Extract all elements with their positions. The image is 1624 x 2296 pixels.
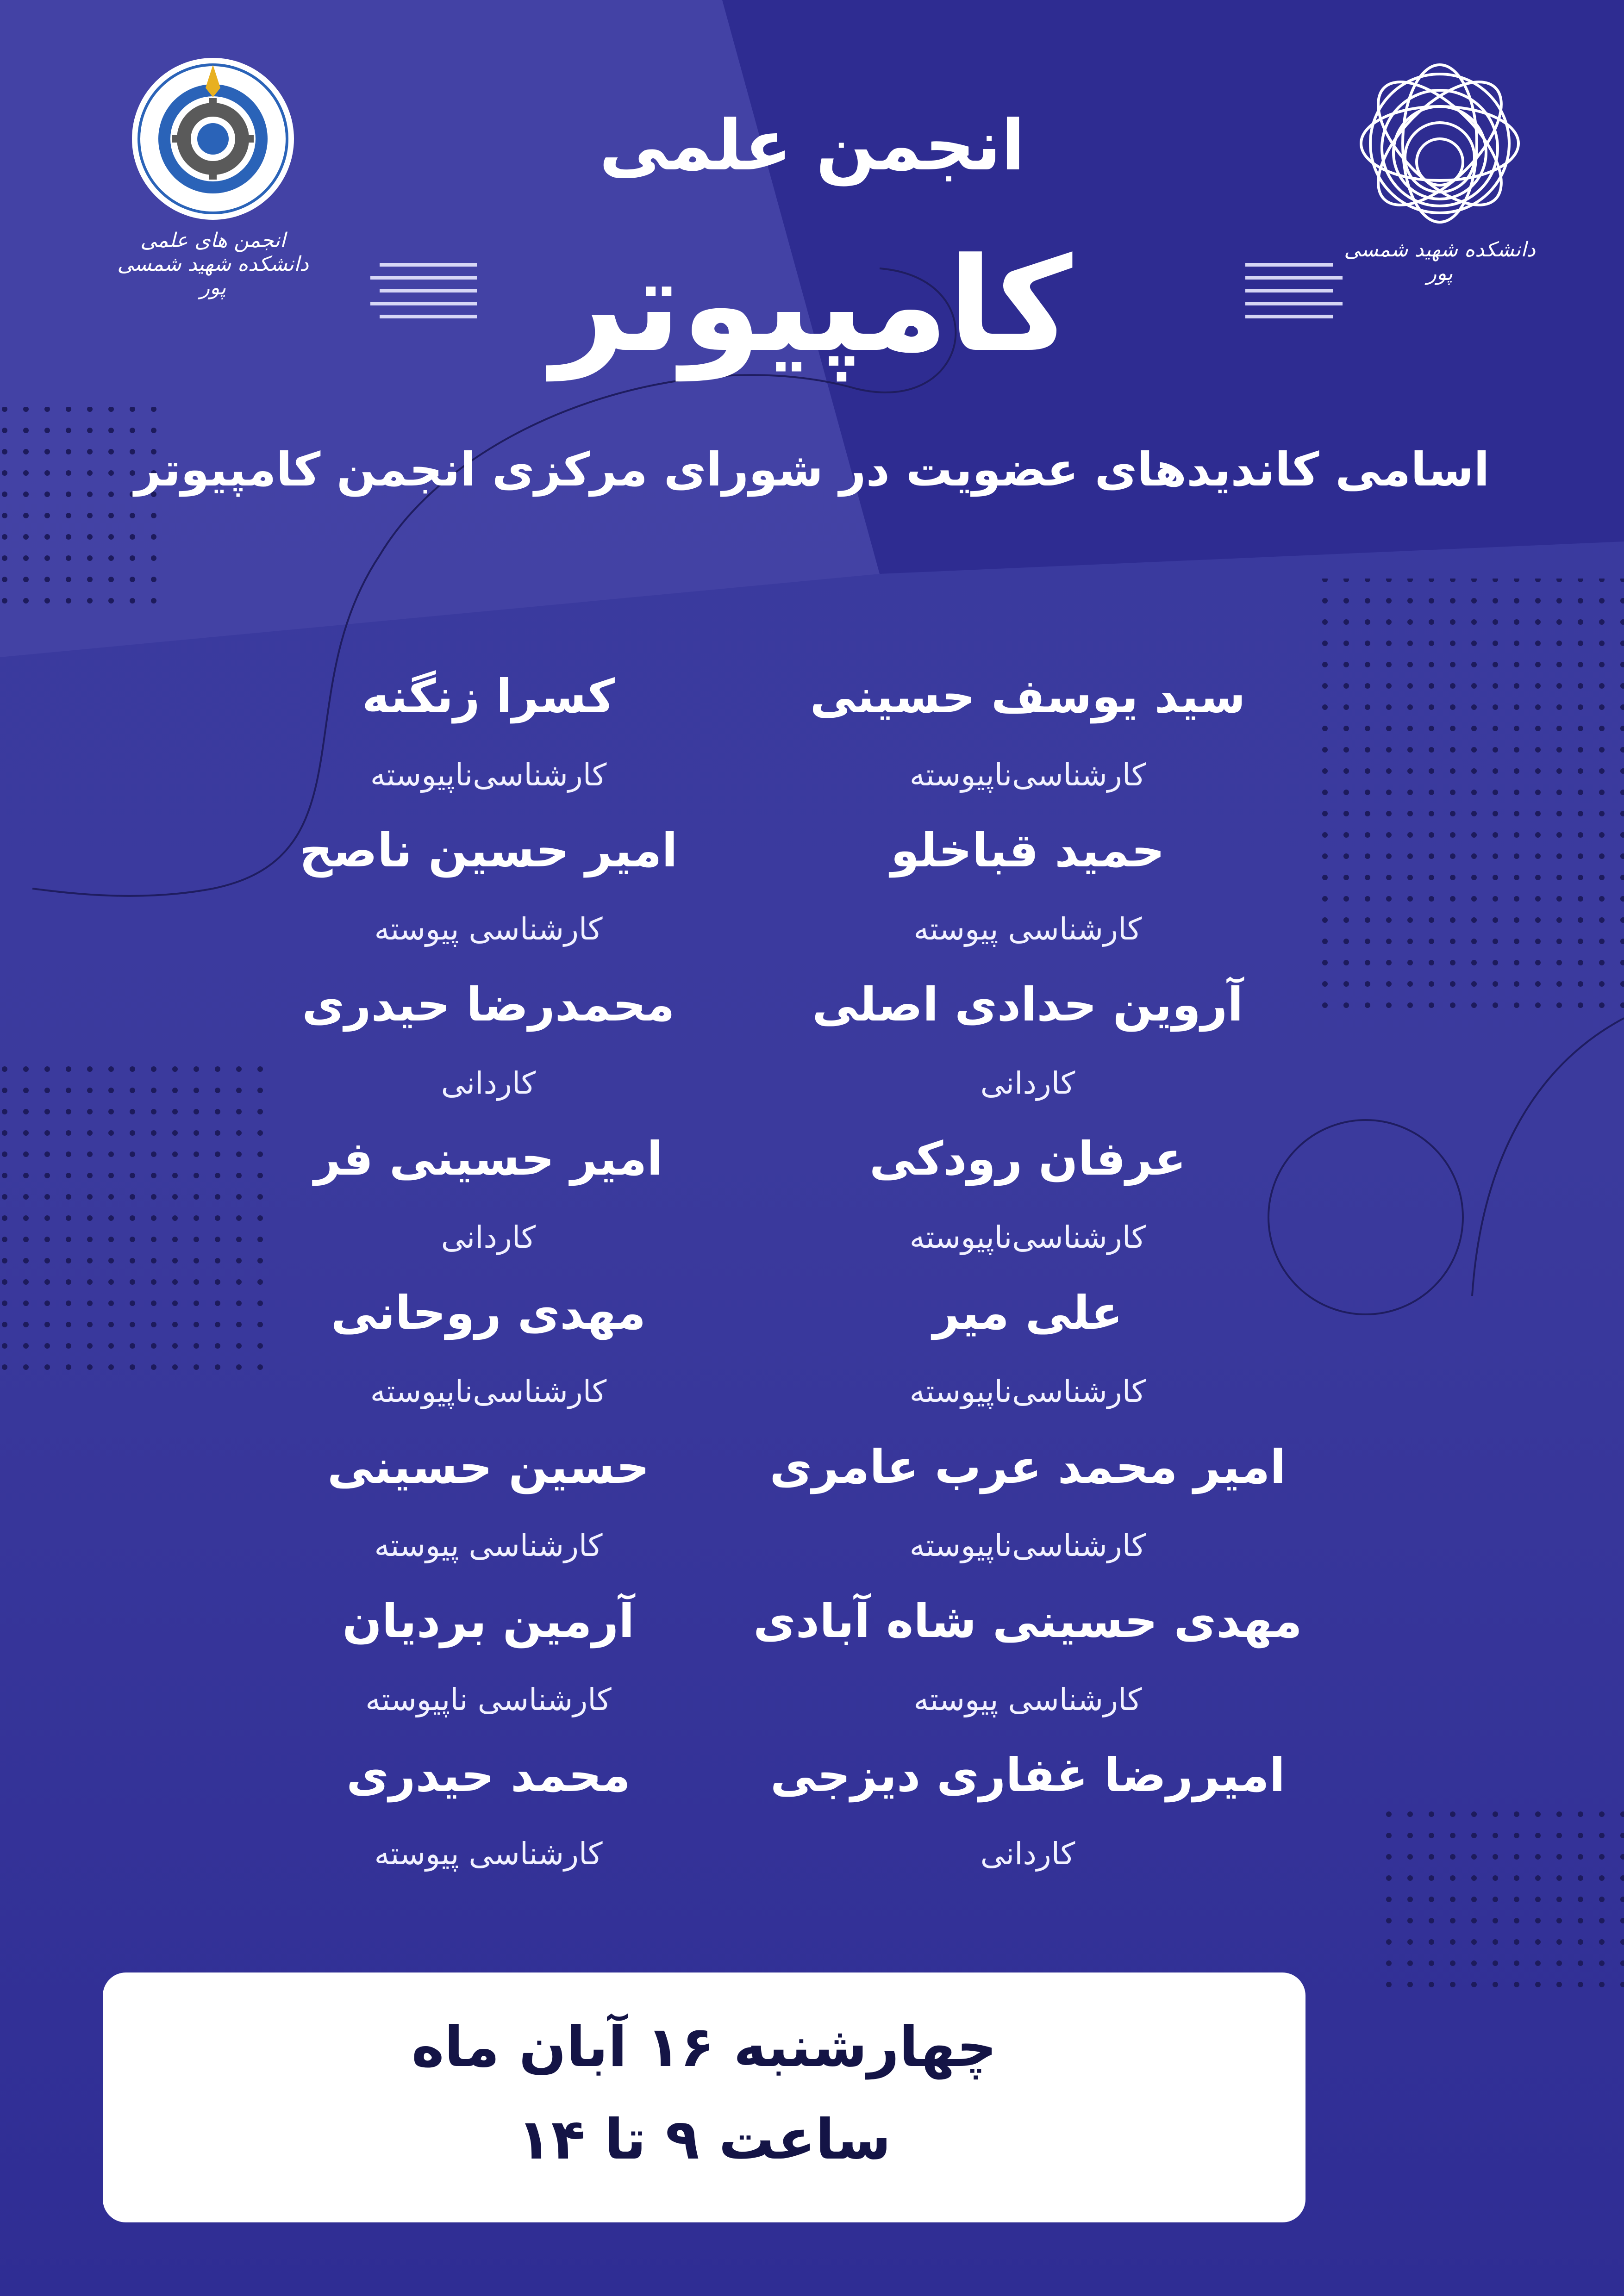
candidate xyxy=(164,1736,812,1890)
candidate-name: حمید قباخلو xyxy=(891,823,1165,877)
candidate-degree: کارشناسی‌ناپیوسته xyxy=(909,1374,1146,1409)
candidate-name: حسین حسینی xyxy=(327,1440,650,1494)
candidate-degree: کارشناسی‌ناپیوسته xyxy=(909,757,1146,793)
candidate-name: آرمین بردیان xyxy=(342,1594,635,1648)
event-time: ساعت ۹ تا ۱۴ xyxy=(517,2108,891,2172)
dot-grid xyxy=(0,407,157,611)
candidate-name: کسرا زنگنه xyxy=(362,669,615,723)
candidate-degree: کارشناسی پیوسته xyxy=(374,1836,603,1872)
college-logo-caption: دانشکده شهید شمسی پور xyxy=(1344,238,1536,285)
candidate xyxy=(164,1120,812,1274)
candidate-name: امیر محمد عرب عامری xyxy=(769,1440,1286,1494)
college-logo xyxy=(1343,56,1537,285)
dot-grid xyxy=(1319,579,1624,1014)
candidate-degree: کارشناسی ناپیوسته xyxy=(365,1682,612,1717)
candidate-degree: کارشناسی‌ناپیوسته xyxy=(909,1528,1146,1563)
candidate xyxy=(164,965,812,1120)
candidate-name: عرفان رودکی xyxy=(869,1132,1187,1186)
candidate-degree: کارشناسی‌ناپیوسته xyxy=(909,1220,1146,1255)
candidate-degree: کاردانی xyxy=(980,1836,1075,1872)
candidates-left-column xyxy=(164,657,812,1890)
association-logo-caption: انجمن های علمی دانشکده شهید شمسی پور xyxy=(117,229,309,299)
candidate-name: علی میر xyxy=(932,1286,1123,1340)
candidate-degree: کارشناسی‌ناپیوسته xyxy=(370,1374,607,1409)
candidate-name: مهدی روحانی xyxy=(331,1286,646,1340)
title-top: انجمن علمی xyxy=(599,106,1025,186)
dot-grid xyxy=(1380,1796,1624,1999)
candidate-name: محمد حیدری xyxy=(346,1748,631,1802)
candidate-name: محمدرضا حیدری xyxy=(302,977,675,1032)
candidate-degree: کاردانی xyxy=(980,1065,1075,1101)
candidate-name: آروین حدادی اصلی xyxy=(812,977,1243,1032)
candidate-name: مهدی حسینی شاه آبادی xyxy=(753,1594,1302,1648)
candidate-degree: کاردانی xyxy=(441,1220,536,1255)
candidate xyxy=(164,1428,812,1582)
candidate-degree: کارشناسی پیوسته xyxy=(374,1528,603,1563)
candidate-name: سید یوسف حسینی xyxy=(810,669,1246,723)
candidate-name: امیررضا غفاری دیزجی xyxy=(770,1748,1285,1802)
candidate-degree: کارشناسی پیوسته xyxy=(913,1682,1142,1717)
event-info-box xyxy=(103,1972,1305,2222)
candidate xyxy=(164,811,812,965)
candidate xyxy=(164,657,812,811)
gear-emblem-icon xyxy=(130,56,296,222)
candidate-name: امیر حسینی فر xyxy=(314,1132,663,1186)
candidate xyxy=(164,1582,812,1736)
bg-curve-right xyxy=(1472,1018,1624,1296)
title-main: کامپیوتر xyxy=(551,230,1073,381)
candidate-name: امیر حسین ناصح xyxy=(299,823,678,877)
candidate-degree: کارشناسی پیوسته xyxy=(913,911,1142,947)
candidate xyxy=(164,1274,812,1428)
candidate-degree: کاردانی xyxy=(441,1065,536,1101)
subtitle: اسامی کاندیدهای عضویت در شورای مرکزی انجمن کامپیوتر xyxy=(134,442,1490,497)
candidate-degree: کارشناسی‌ناپیوسته xyxy=(370,757,607,793)
college-rings-icon xyxy=(1352,56,1528,231)
association-logo xyxy=(102,56,324,299)
event-date: چهارشنبه ۱۶ آبان ماه xyxy=(411,2015,997,2079)
candidate-degree: کارشناسی پیوسته xyxy=(374,911,603,947)
